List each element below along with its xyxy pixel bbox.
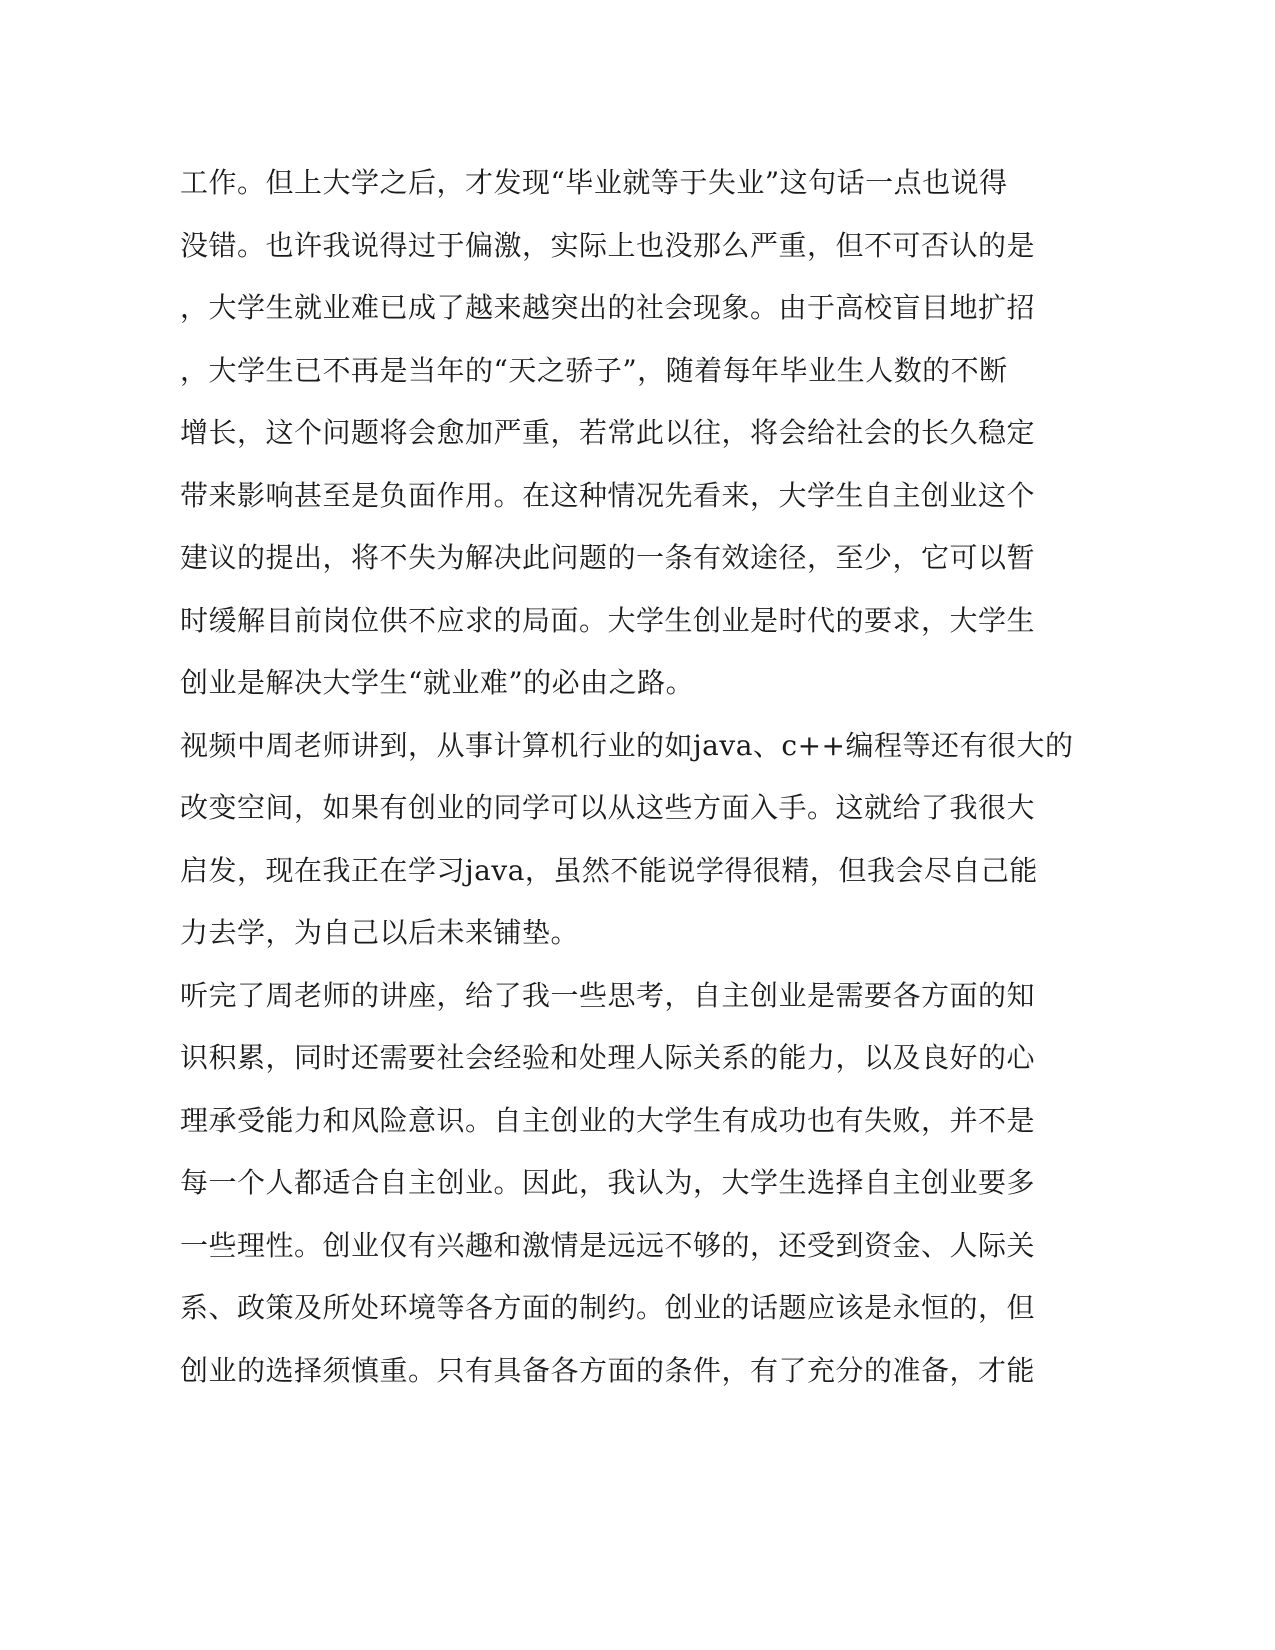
text-line: 听完了周老师的讲座，给了我一些思考，自主创业是需要各方面的知 <box>180 978 1036 1012</box>
text-line: 改变空间，如果有创业的同学可以从这些方面入手。这就给了我很大 <box>180 791 1036 824</box>
text-line: 理承受能力和风险意识。自主创业的大学生有成功也有失败，并不是 <box>180 1103 1036 1137</box>
text-line: 工作。但上大学之后，才发现“毕业就等于失业”这句话一点也说得 <box>180 166 1008 199</box>
text-line: 启发，现在我正在学习java，虽然不能说学得很精，但我会尽自己能 <box>180 853 1038 887</box>
text-line: 一些理性。创业仅有兴趣和激情是远远不够的，还受到资金、人际关 <box>180 1228 1036 1262</box>
text-line: 系、政策及所处环境等各方面的制约。创业的话题应该是永恒的，但 <box>180 1291 1036 1324</box>
text-line: 没错。也许我说得过于偏激，实际上也没那么严重，但不可否认的是 <box>180 228 1036 262</box>
text-line: 带来影响甚至是负面作用。在这种情况先看来，大学生自主创业这个 <box>180 478 1036 512</box>
text-line: 创业是解决大学生“就业难”的必由之路。 <box>180 666 695 699</box>
text-line: 每一个人都适合自主创业。因此，我认为，大学生选择自主创业要多 <box>180 1166 1036 1199</box>
text-line: 识积累，同时还需要社会经验和处理人际关系的能力，以及良好的心 <box>180 1041 1036 1074</box>
text-line: ，大学生就业难已成了越来越突出的社会现象。由于高校盲目地扩招 <box>180 291 1036 324</box>
text-line: 建议的提出，将不失为解决此问题的一条有效途径，至少，它可以暂 <box>180 541 1036 574</box>
text-line: ，大学生已不再是当年的“天之骄子”，随着每年毕业生人数的不断 <box>180 353 1008 387</box>
text-line: 时缓解目前岗位供不应求的局面。大学生创业是时代的要求，大学生 <box>180 603 1036 637</box>
text-line: 增长，这个问题将会愈加严重，若常此以往，将会给社会的长久稳定 <box>180 416 1036 449</box>
body-text <box>180 152 1074 1402</box>
text-line: 力去学，为自己以后未来铺垫。 <box>180 916 580 949</box>
text-line: 视频中周老师讲到，从事计算机行业的如java、c++编程等还有很大的 <box>180 728 1074 762</box>
text-line: 创业的选择须慎重。只有具备各方面的条件，有了充分的准备，才能 <box>180 1353 1036 1387</box>
